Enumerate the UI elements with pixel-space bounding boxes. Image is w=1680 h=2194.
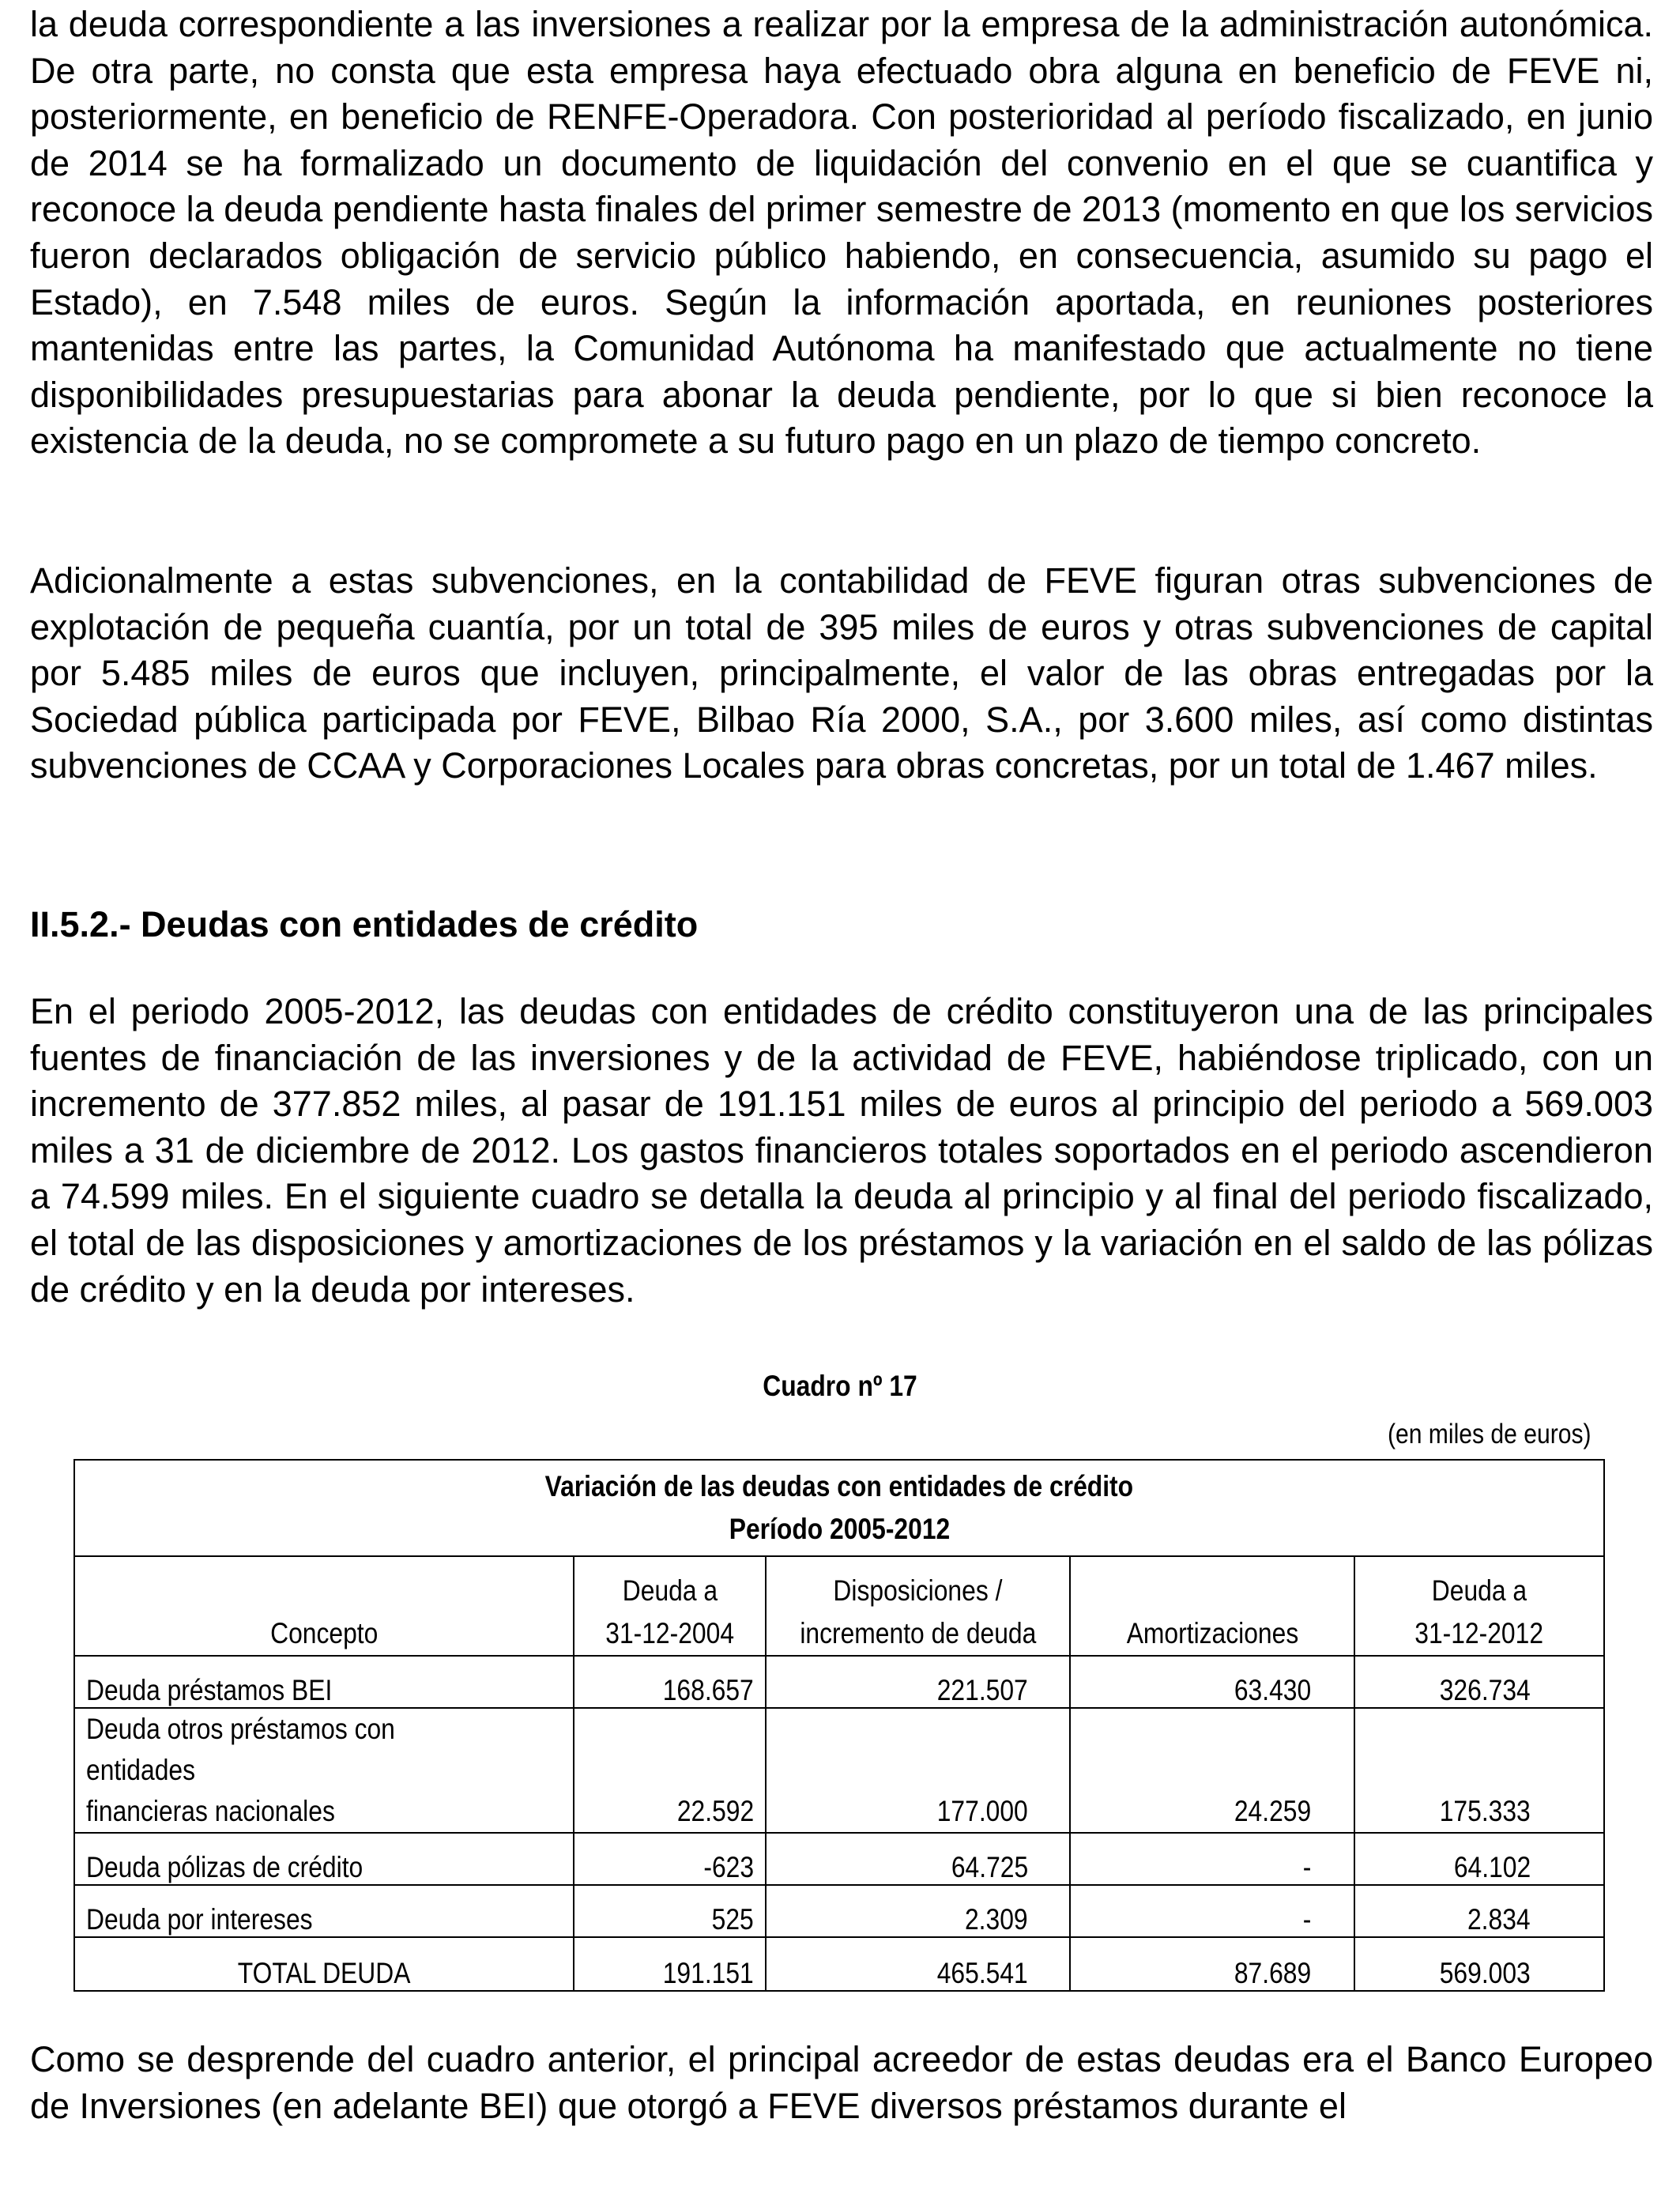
cell-deuda-2004: -623 [574, 1833, 766, 1885]
cell-deuda-2012: 64.102 [1354, 1833, 1604, 1885]
total-label: TOTAL DEUDA [74, 1937, 574, 1991]
cell-deuda-2012: 175.333 [1354, 1708, 1604, 1833]
header-concepto: Concepto [74, 1556, 574, 1656]
row-label: Deuda otros préstamos con entidades financieras nacionales [74, 1708, 574, 1833]
cell-deuda-2012: 2.834 [1354, 1885, 1604, 1937]
total-amortizaciones: 87.689 [1070, 1937, 1354, 1991]
table-title-line1: Variación de las deudas con entidades de crédito [544, 1470, 1134, 1502]
cell-deuda-2004: 525 [574, 1885, 766, 1937]
row-label: Deuda pólizas de crédito [74, 1833, 574, 1885]
cell-disposiciones: 177.000 [766, 1708, 1070, 1833]
cell-disposiciones: 64.725 [766, 1833, 1070, 1885]
section-heading: II.5.2.- Deudas con entidades de crédito [30, 904, 699, 944]
paragraph-bei: Como se desprende del cuadro anterior, el principal acreedor de estas deudas era el Banco Europeo de Inversiones (en adelante BEI) que otorgó a FEVE diversos préstamos durante el [30, 2039, 1653, 2126]
cell-deuda-2004: 22.592 [574, 1708, 766, 1833]
table-title [74, 1460, 1604, 1556]
table-header-row [74, 1556, 1604, 1656]
cell-deuda-2004: 168.657 [574, 1656, 766, 1708]
debt-variation-table [73, 1459, 1605, 1992]
cell-amortizaciones: 63.430 [1070, 1656, 1354, 1708]
cell-disposiciones: 221.507 [766, 1656, 1070, 1708]
table-row [74, 1656, 1604, 1708]
total-deuda-2012: 569.003 [1354, 1937, 1604, 1991]
header-deuda-2004: Deuda a 31-12-2004 [574, 1556, 766, 1656]
table-title-line2: Período 2005-2012 [729, 1513, 950, 1545]
table-units-note: (en miles de euros) [1388, 1419, 1591, 1449]
header-disposiciones: Disposiciones / incremento de deuda [766, 1556, 1070, 1656]
row-label: Deuda por intereses [74, 1885, 574, 1937]
paragraph-otras-subvenciones: Adicionalmente a estas subvenciones, en la contabilidad de FEVE figuran otras subvenciones de explotación de pequeña cuantía, por un total de 395 miles de euros y otras subvenciones de capital por 5.485 miles de euros que incluyen, principalmente, el valor de las obras entregadas por la Sociedad pública participada por FEVE, Bilbao Ría 2000, S.A., por 3.600 miles, así como distintas subvenciones de CCAA y Corporaciones Locales para obras concretas, por un total de 1.467 miles. [30, 560, 1653, 786]
table-row [74, 1833, 1604, 1885]
header-deuda-2012: Deuda a 31-12-2012 [1354, 1556, 1604, 1656]
row-label: Deuda préstamos BEI [74, 1656, 574, 1708]
cell-amortizaciones: 24.259 [1070, 1708, 1354, 1833]
table-row [74, 1885, 1604, 1937]
paragraph-convenio-deuda: la deuda correspondiente a las inversiones a realizar por la empresa de la administración autonómica. De otra parte, no consta que esta empresa haya efectuado obra alguna en beneficio de FEVE ni, posteriormente, en beneficio de RENFE-Operadora. Con posterioridad al período fiscalizado, en junio de 2014 se ha formalizado un documento de liquidación del convenio en el que se cuantifica y reconoce la deuda pendiente hasta finales del primer semestre de 2013 (momento en que los servicios fueron declarados obligación de servicio público habiendo, en consecuencia, asumido su pago el Estado), en 7.548 miles de euros. Según la información aportada, en reuniones posteriores mantenidas entre las partes, la Comunidad Autónoma ha manifestado que actualmente no tiene disponibilidades presupuestarias para abonar la deuda pendiente, por lo que si bien reconoce la existencia de la deuda, no se compromete a su futuro pago en un plazo de tiempo concreto. [30, 4, 1653, 462]
table-total-row [74, 1937, 1604, 1991]
paragraph-deudas-credito: En el periodo 2005-2012, las deudas con entidades de crédito constituyeron una de las principales fuentes de financiación de las inversiones y de la actividad de FEVE, habiéndose triplicado, con un incremento de 377.852 miles, al pasar de 191.151 miles de euros al principio del periodo a 569.003 miles a 31 de diciembre de 2012. Los gastos financieros totales soportados en el periodo ascendieron a 74.599 miles. En el siguiente cuadro se detalla la deuda al principio y al final del periodo fiscalizado, el total de las disposiciones y amortizaciones de los préstamos y la variación en el saldo de las pólizas de crédito y en la deuda por intereses. [30, 991, 1653, 1310]
total-deuda-2004: 191.151 [574, 1937, 766, 1991]
table-row [74, 1708, 1604, 1833]
cell-deuda-2012: 326.734 [1354, 1656, 1604, 1708]
table-caption: Cuadro nº 17 [763, 1370, 917, 1402]
total-disposiciones: 465.541 [766, 1937, 1070, 1991]
cell-amortizaciones: - [1070, 1885, 1354, 1937]
cell-amortizaciones: - [1070, 1833, 1354, 1885]
cell-disposiciones: 2.309 [766, 1885, 1070, 1937]
header-amortizaciones: Amortizaciones [1070, 1556, 1354, 1656]
